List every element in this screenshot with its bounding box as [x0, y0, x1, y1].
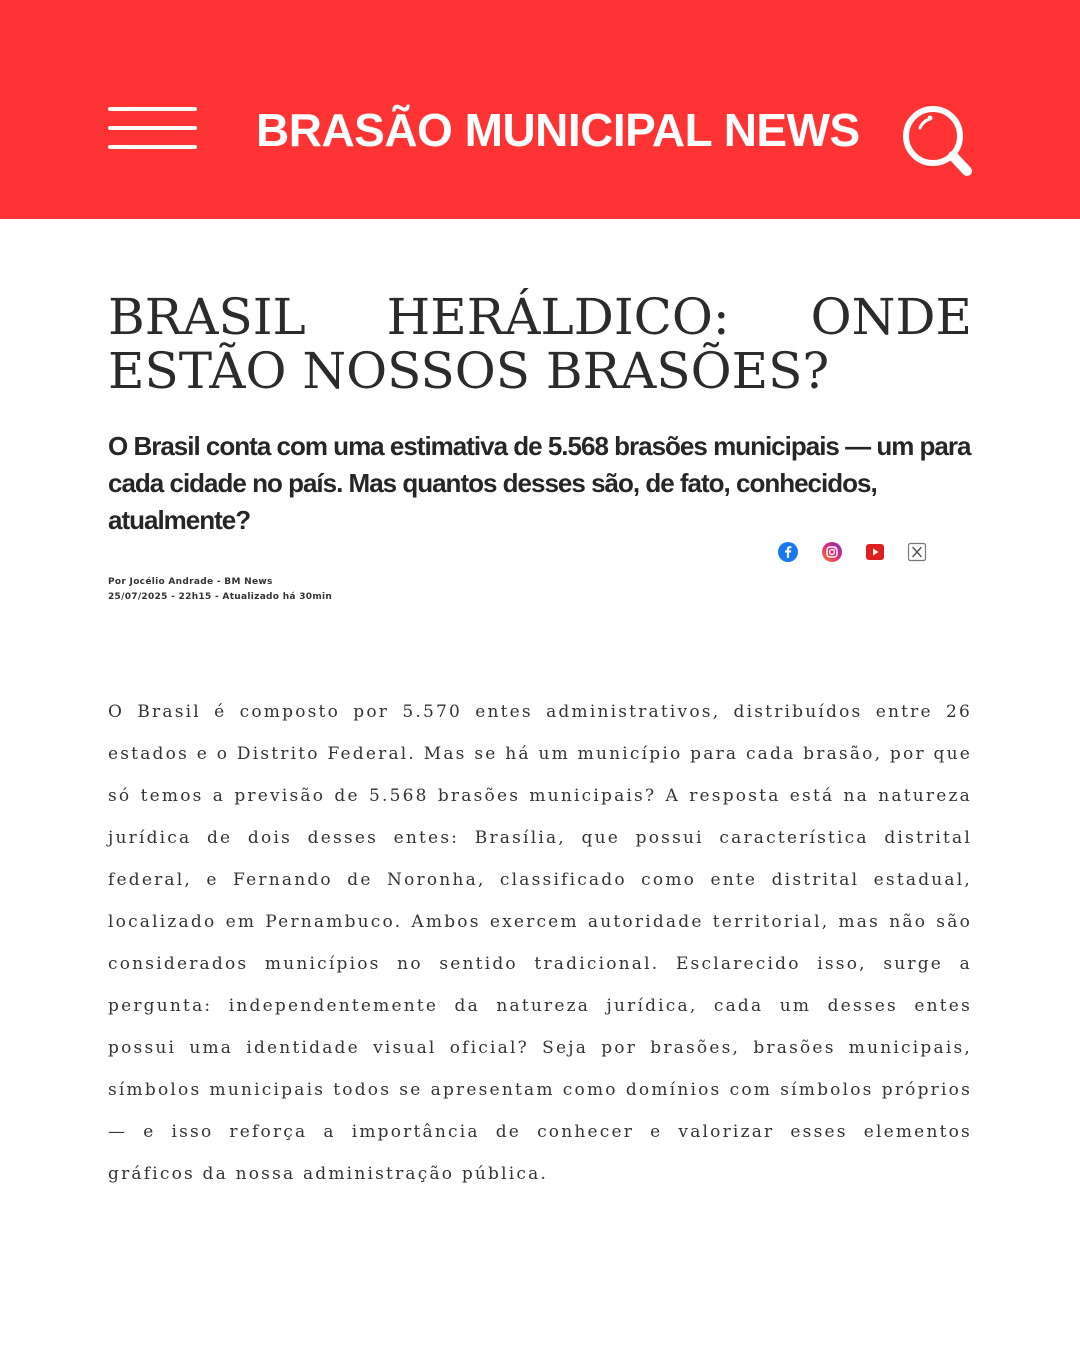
youtube-icon[interactable] — [865, 542, 885, 562]
hamburger-menu-icon[interactable] — [108, 107, 198, 151]
social-share-bar — [778, 542, 938, 564]
instagram-icon[interactable] — [822, 542, 842, 562]
site-title[interactable]: BRASÃO MUNICIPAL NEWS — [256, 104, 860, 156]
menu-line — [108, 126, 197, 130]
x-icon[interactable] — [907, 542, 927, 562]
facebook-icon[interactable] — [778, 542, 798, 562]
menu-line — [108, 145, 197, 149]
article-subheadline: O Brasil conta com uma estimativa de 5.568 brasões municipais — um para cada cidade no país. Mas quantos desses são, de fato, conhecidos, atualmente? — [108, 431, 971, 535]
article-body: O Brasil é composto por 5.570 entes administrativos, distribuídos entre 26 estados e o Distrito Federal. Mas se há um município para cada brasão, por que só temos a previsão de 5.568 brasões municipais? A resposta está na natureza jurídica de dois desses entes: Brasília, que possui característica distrital federal, e Fernando de Noronha, classificado como ente distrital estadual, localizado em Pernambuco. Ambos exercem autoridade territorial, mas não são considerados municípios no sentido tradicional. Esclarecido isso, surge a pergunta: independentemente da natureza jurídica, cada um desses entes possui uma identidade visual oficial? Seja por brasões, brasões municipais, símbolos municipais todos se apresentam como domínios com símbolos próprios — e isso reforça a importância de conhecer e valorizar esses elementos gráficos da nossa administração pública. — [108, 702, 972, 1184]
menu-line — [108, 107, 197, 111]
article-headline: BRASIL HERÁLDICO: ONDE ESTÃO NOSSOS BRASÕES? — [108, 288, 972, 400]
date-line: 25/07/2025 - 22h15 - Atualizado há 30min — [108, 592, 333, 602]
site-header — [0, 0, 1080, 219]
author-line: Por Jocélio Andrade - BM News — [108, 577, 273, 587]
article-byline — [108, 575, 608, 605]
search-icon[interactable] — [900, 104, 980, 184]
